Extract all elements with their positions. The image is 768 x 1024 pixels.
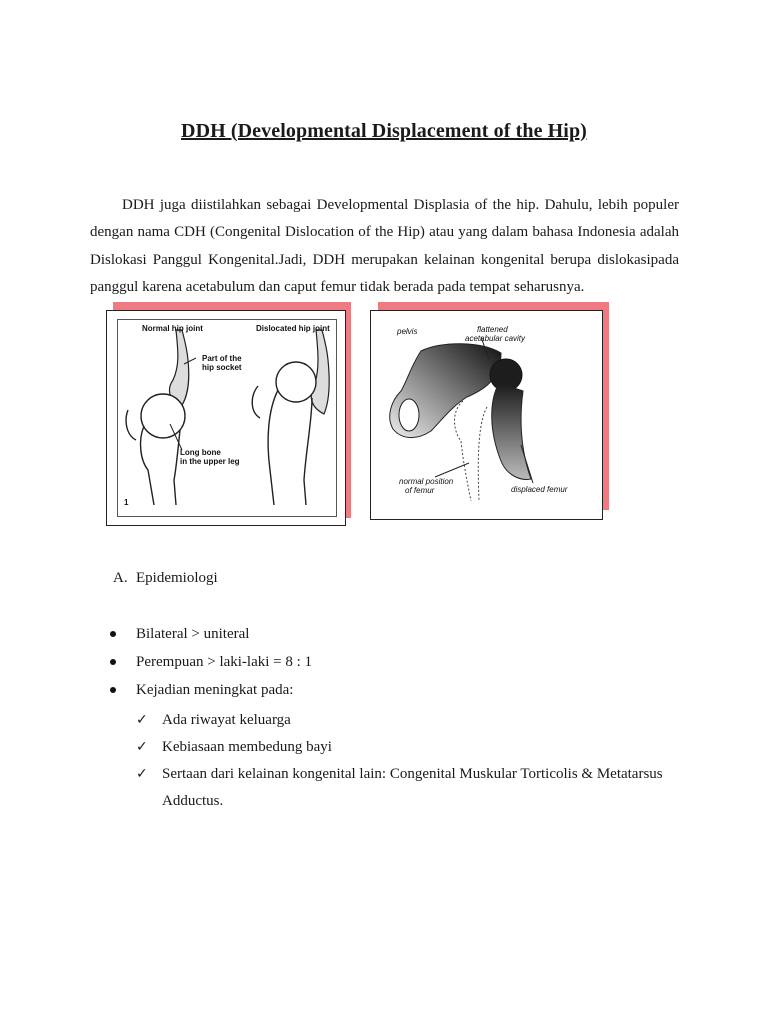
femur-head-normal [141,394,185,438]
intro-paragraph: DDH juga diistilahkan sebagai Developmental Displasia of the hip. Dahulu, lebih populer dengan nama CDH (Congenital Dislocation of the Hip) atau yang dalam bahasa Indonesia adalah Dislokasi Panggul Kongenital.Jadi, DDH merupakan kelainan kongenital berupa dislokasipada panggul karena acetabulum dan caput femur tidak berada pada tempat seharusnya. [90,197,679,295]
normal-femur-outline [455,401,488,501]
figure-left-inner [117,319,337,517]
figure-number: 1 [124,498,129,507]
bullet-text: Bilateral > uniteral [136,626,250,642]
label-pelvis: pelvis [397,327,418,336]
list-item [136,734,696,761]
checkmark-icon: ✓ [136,712,148,728]
list-item [108,679,312,707]
label-normal-position-2: of femur [405,486,435,495]
list-item [136,707,696,734]
label-flattened-2: acetabular cavity [465,334,526,343]
checkmark-icon: ✓ [136,739,148,755]
list-item [136,761,696,815]
page-title: DDH (Developmental Displacement of the Hip) [181,120,587,142]
femur-shaft-dislocated [268,390,312,505]
label-flattened-1: flattened [477,325,508,334]
figure-right [370,310,603,520]
label-long-bone-1: Long bone [180,448,221,457]
section-number: A. [113,570,128,586]
displaced-femur-shaft [492,383,531,479]
label-displaced-femur: displaced femur [511,485,568,494]
bullet-dot-icon [110,631,116,637]
check-text: Kebiasaan membedung bayi [162,739,332,755]
figure-left [106,310,346,526]
bullet-text: Kejadian meningkat pada: [136,682,294,698]
label-long-bone-2: in the upper leg [180,457,240,466]
label-hip-socket-1: Part of the [202,354,242,363]
check-list [136,707,696,815]
section-title: Epidemiologi [136,570,218,586]
list-item [108,623,312,651]
section-heading [113,570,218,587]
checkmark-icon: ✓ [136,766,148,782]
bullet-dot-icon [110,659,116,665]
femur-head-dislocated [276,362,316,402]
list-item [108,651,312,679]
check-text: Ada riwayat keluarga [162,712,291,728]
label-dislocated-hip: Dislocated hip joint [256,324,330,333]
bullet-list [108,623,312,707]
bullet-dot-icon [110,687,116,693]
check-text: Sertaan dari kelainan kongenital lain: Congenital Muskular Torticolis & Metatarsus Adductus. [162,766,663,809]
label-normal-position-1: normal position [399,477,454,486]
label-hip-socket-2: hip socket [202,363,242,372]
bullet-text: Perempuan > laki-laki = 8 : 1 [136,654,313,670]
hip-joint-illustration [118,320,336,516]
label-normal-hip: Normal hip joint [142,324,203,333]
